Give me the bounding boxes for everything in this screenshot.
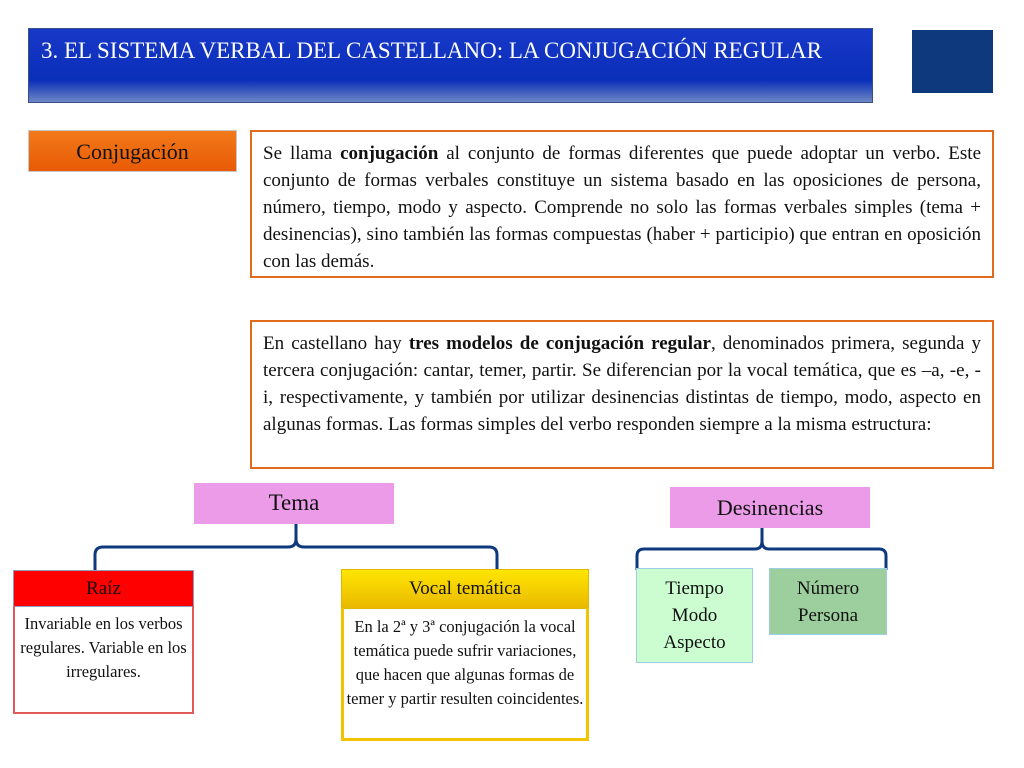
conjugacion-label: Conjugación bbox=[28, 130, 237, 172]
text: Se llama bbox=[263, 143, 341, 164]
vocal-tematica-body: En la 2ª y 3ª conjugación la vocal temática puede sufrir variaciones, que hacen que algunas formas de temer y partir resulten coincidentes. bbox=[341, 608, 589, 741]
tiempo-modo-aspecto-box bbox=[636, 568, 753, 663]
line: Persona bbox=[797, 605, 859, 626]
bold-term: conjugación bbox=[340, 143, 439, 164]
vocal-tematica-header: Vocal temática bbox=[341, 569, 589, 609]
line: Aspecto bbox=[663, 632, 726, 653]
tema-bracket bbox=[95, 524, 497, 572]
slide-title: 3. EL SISTEMA VERBAL DEL CASTELLANO: LA CONJUGACIÓN REGULAR bbox=[28, 28, 873, 103]
line: Tiempo bbox=[665, 578, 724, 599]
desinencias-bracket bbox=[637, 528, 886, 570]
text: En castellano hay bbox=[263, 333, 409, 354]
bold-term: tres modelos de conjugación regular bbox=[408, 333, 711, 354]
tema-node: Tema bbox=[194, 483, 394, 524]
raiz-header: Raíz bbox=[13, 570, 194, 607]
numero-persona-box bbox=[769, 568, 887, 635]
text: , denominados primera, segunda y tercera conjugación: cantar, temer, partir. Se diferencian por la vocal temática, que es –a, -e, -i, respectivamente, y también por utilizar desinencias distintas de tiempo, modo, aspecto en algunas formas. Las formas simples del verbo responden siempre a la misma estructura: bbox=[263, 333, 981, 435]
text: al conjunto de formas diferentes que puede adoptar un verbo. Este conjunto de formas verbales constituye un sistema basado en las oposiciones de persona, número, tiempo, modo y aspecto. Comprende no solo las formas verbales simples (tema + desinencias), sino también las formas compuestas (haber + participio) que entran en oposición con las demás. bbox=[263, 143, 982, 272]
desinencias-node: Desinencias bbox=[670, 487, 870, 528]
raiz-body: Invariable en los verbos regulares. Variable en los irregulares. bbox=[13, 606, 194, 714]
line: Número bbox=[796, 578, 860, 599]
line: Modo bbox=[671, 605, 718, 626]
